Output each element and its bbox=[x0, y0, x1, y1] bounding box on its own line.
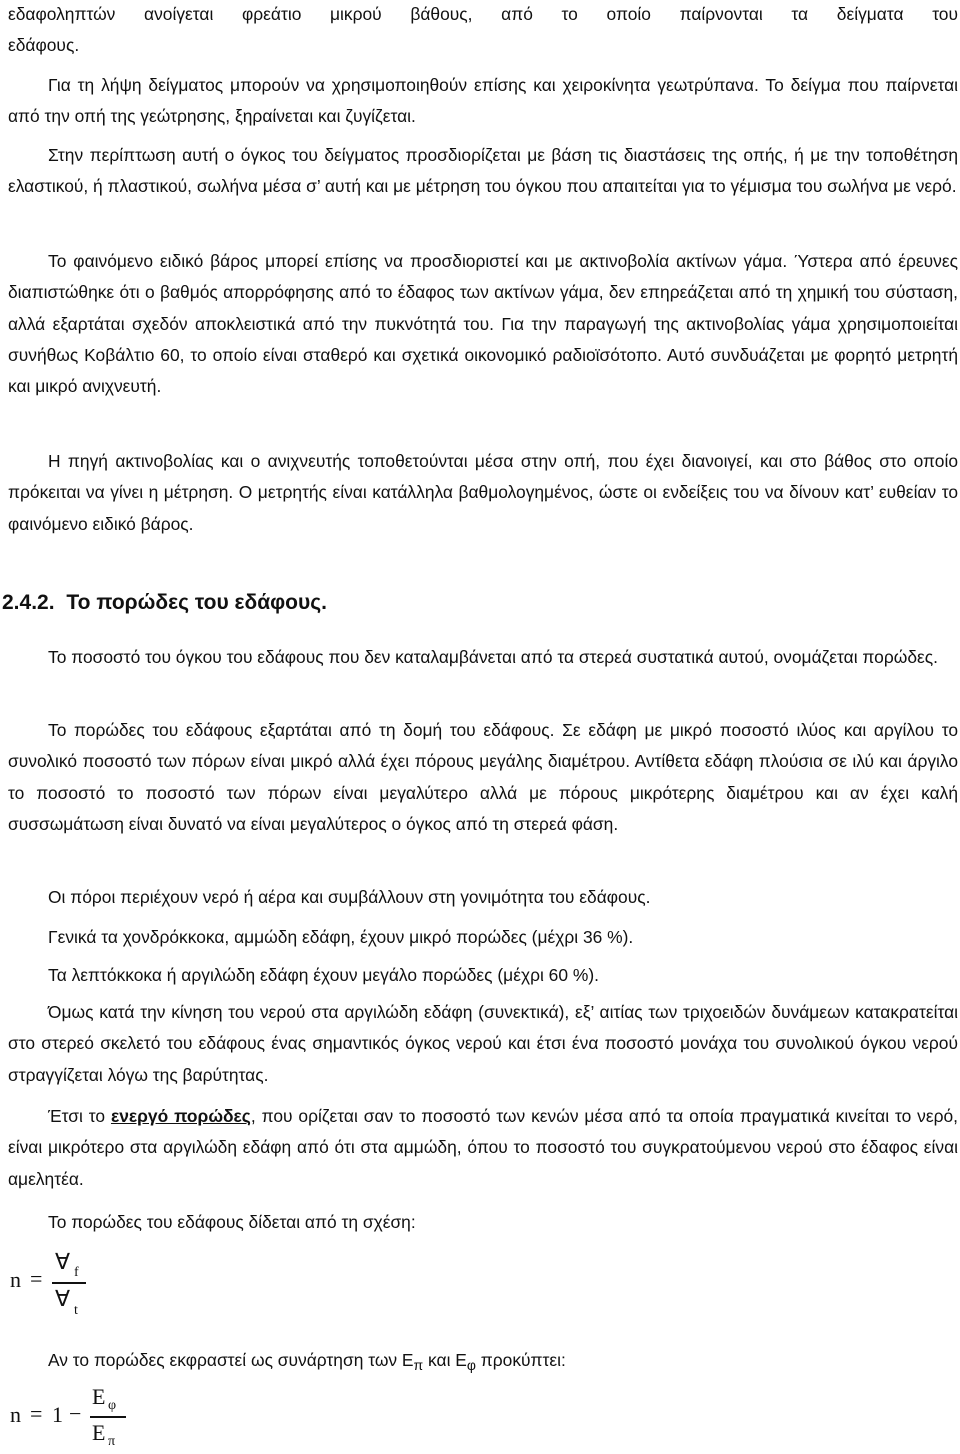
paragraph-source-detector bbox=[8, 446, 958, 540]
fraction-bar bbox=[90, 1416, 126, 1418]
paragraph-capillary-forces bbox=[8, 997, 958, 1091]
paragraph-effective-porosity bbox=[8, 1101, 958, 1195]
paragraph-text: Στην περίπτωση αυτή ο όγκος του δείγματος προσδιορίζεται με βάση τις διαστάσεις της οπής, ή με την τοποθέτηση ελαστικού, ή πλαστικού, σωλήνα μέσα σ’ αυτή και με μέτρηση του όγκου που απαιτείται για το γέμισμα του σωλήνα με νερό. bbox=[8, 145, 958, 197]
phi-subscript: φ bbox=[466, 1357, 476, 1373]
paragraph-text: προκύπτει: bbox=[475, 1350, 566, 1370]
paragraph-text: Το πορώδες του εδάφους εξαρτάται από τη δομή του εδάφους. Σε εδάφη με μικρό ποσοστό ιλύος και αργίλου το συνολικό ποσοστό των πόρων είναι μικρό αλλά έχει πόρους μεγάλης διαμέτρου. Αντίθετα εδάφη πλούσια σε ιλύ και άργιλο το ποσοστό το ποσοστό των πόρων είναι μεγαλύτερο αλλά με πόρους μικρότερης διαμέτρου και αν έχει καλή συσσωμάτωση είναι δυνατό να είναι μεγαλύτερος ο όγκος από τη στερεά φάση. bbox=[8, 720, 958, 834]
paragraph-sandy-soils bbox=[8, 922, 958, 953]
paragraph-porosity-definition bbox=[8, 642, 958, 673]
section-heading bbox=[2, 588, 327, 618]
volume-voids-subscript: f bbox=[74, 1265, 79, 1280]
paragraph-pores-content bbox=[8, 882, 958, 913]
equation-one: 1 bbox=[52, 1402, 63, 1427]
section-number: 2.4.2. bbox=[2, 591, 55, 614]
paragraph-text: Το πορώδες του εδάφους δίδεται από τη σχέση: bbox=[48, 1212, 416, 1232]
paragraph-text: Αν το πορώδες εκφραστεί ως συνάρτηση των Ε bbox=[48, 1350, 414, 1370]
paragraph-text: εδαφοληπτών ανοίγεται φρεάτιο μικρού βάθους, από το οποίο παίρνονται τα δείγματα του bbox=[8, 4, 958, 24]
paragraph-text: Το φαινόμενο ειδικό βάρος μπορεί επίσης να προσδιοριστεί και με ακτινοβολία ακτίνων γάμα. Ύστερα από έρευνες διαπιστώθηκε ότι ο βαθμός απορρόφησης από το έδαφος των ακτίνων γάμα, δεν επηρεάζεται από τη χημική του σύσταση, αλλά εξαρτάται σχεδόν αποκλειστικά από την πυκνότητά του. Για την παραγωγή της ακτινοβολίας γάμα χρησιμοποιείται συνήθως Κοβάλτιο 60, το οποίο είναι σταθερό και σχετικά οικονομικό ραδιοϊσότοπο. Αυτό συνδυάζεται με φορητό μετρητή και μικρό ανιχνευτή. bbox=[8, 251, 958, 397]
paragraph-text: Έτσι το bbox=[48, 1106, 111, 1126]
volume-total-subscript: t bbox=[74, 1303, 78, 1318]
paragraph-continuation-end bbox=[8, 30, 79, 61]
equation-equals: = bbox=[30, 1266, 43, 1291]
paragraph-text: εδάφους. bbox=[8, 35, 80, 55]
section-title: Το πορώδες του εδάφους. bbox=[66, 591, 327, 614]
equation-equals: = bbox=[30, 1401, 43, 1426]
paragraph-text: Τα λεπτόκκοκα ή αργιλώδη εδάφη έχουν μεγάλο πορώδες (μέχρι 60 %). bbox=[48, 965, 599, 985]
paragraph-porosity-structure bbox=[8, 715, 958, 840]
paragraph-continuation bbox=[8, 0, 958, 30]
porosity-equation bbox=[8, 1244, 208, 1324]
volume-total-symbol: ∀ bbox=[55, 1287, 71, 1312]
paragraph-clay-soils bbox=[8, 960, 958, 991]
apparent-specific-weight-symbol: E bbox=[92, 1384, 106, 1409]
paragraph-text: Το ποσοστό του όγκου του εδάφους που δεν καταλαμβάνεται από τα στερεά συστατικά αυτού, ονομάζεται πορώδες. bbox=[48, 647, 938, 667]
apparent-specific-weight-subscript: φ bbox=[108, 1398, 117, 1413]
pi-subscript: π bbox=[413, 1357, 424, 1373]
paragraph-text: και Ε bbox=[423, 1350, 467, 1370]
paragraph-hand-auger bbox=[8, 70, 958, 133]
effective-porosity-term: ενεργό πορώδες bbox=[110, 1106, 251, 1126]
porosity-specific-weight-equation bbox=[8, 1380, 208, 1454]
paragraph-gamma-radiation bbox=[8, 246, 958, 402]
paragraph-text: , που ορίζεται σαν το ποσοστό των κενών μέσα από τα οποία πραγματικά κινείται το νερό, είναι μικρότερο στα αργιλώδη εδάφη από ότι στα αμμώδη, όπου το ποσοστό του συγκρατούμενου νερού στο έδαφος είναι αμελητέα. bbox=[8, 1106, 959, 1189]
paragraph-text: Οι πόροι περιέχουν νερό ή αέρα και συμβάλλουν στη γονιμότητα του εδάφους. bbox=[48, 887, 651, 907]
paragraph-formula-intro bbox=[8, 1207, 958, 1238]
equation-minus: − bbox=[69, 1401, 82, 1426]
real-specific-weight-subscript: π bbox=[108, 1434, 116, 1449]
paragraph-text: Η πηγή ακτινοβολίας και ο ανιχνευτής τοποθετούνται μέσα στην οπή, που έχει διανοιγεί, και στο βάθος στο οποίο πρόκειται να γίνει η μέτρηση. Ο μετρητής είναι κατάλληλα βαθμολογημένος, ώστε οι ενδείξεις του να δίνουν κατ’ ευθείαν το φαινόμενο ειδικό βάρος. bbox=[8, 451, 958, 534]
equation-lhs: n bbox=[10, 1267, 21, 1292]
paragraph-text: Γενικά τα χονδρόκκοκα, αμμώδη εδάφη, έχουν μικρό πορώδες (μέχρι 36 %). bbox=[48, 927, 634, 947]
paragraph-text: Για τη λήψη δείγματος μπορούν να χρησιμοποιηθούν επίσης και χειροκίνητα γεωτρύπανα. Το δείγμα που παίρνεται από την οπή της γεώτρησης, ξηραίνεται και ζυγίζεται. bbox=[8, 75, 958, 127]
paragraph-text: Όμως κατά την κίνηση του νερού στα αργιλώδη εδάφη (συνεκτικά), εξ’ αιτίας των τριχοειδών δυνάμεων κατακρατείται στο στερεό σκελετό του εδάφους ένας σημαντικός όγκος νερού και έτσι ένα ποσοστό μονάχα του συνολικού όγκου νερού στραγγίζεται λόγω της βαρύτητας. bbox=[8, 1002, 958, 1085]
volume-voids-symbol: ∀ bbox=[55, 1250, 71, 1275]
paragraph-specific-weight-relation bbox=[8, 1345, 958, 1381]
paragraph-volume-measurement bbox=[8, 140, 958, 203]
equation-lhs: n bbox=[10, 1402, 21, 1427]
fraction-bar bbox=[52, 1282, 86, 1284]
real-specific-weight-symbol: E bbox=[92, 1420, 106, 1445]
